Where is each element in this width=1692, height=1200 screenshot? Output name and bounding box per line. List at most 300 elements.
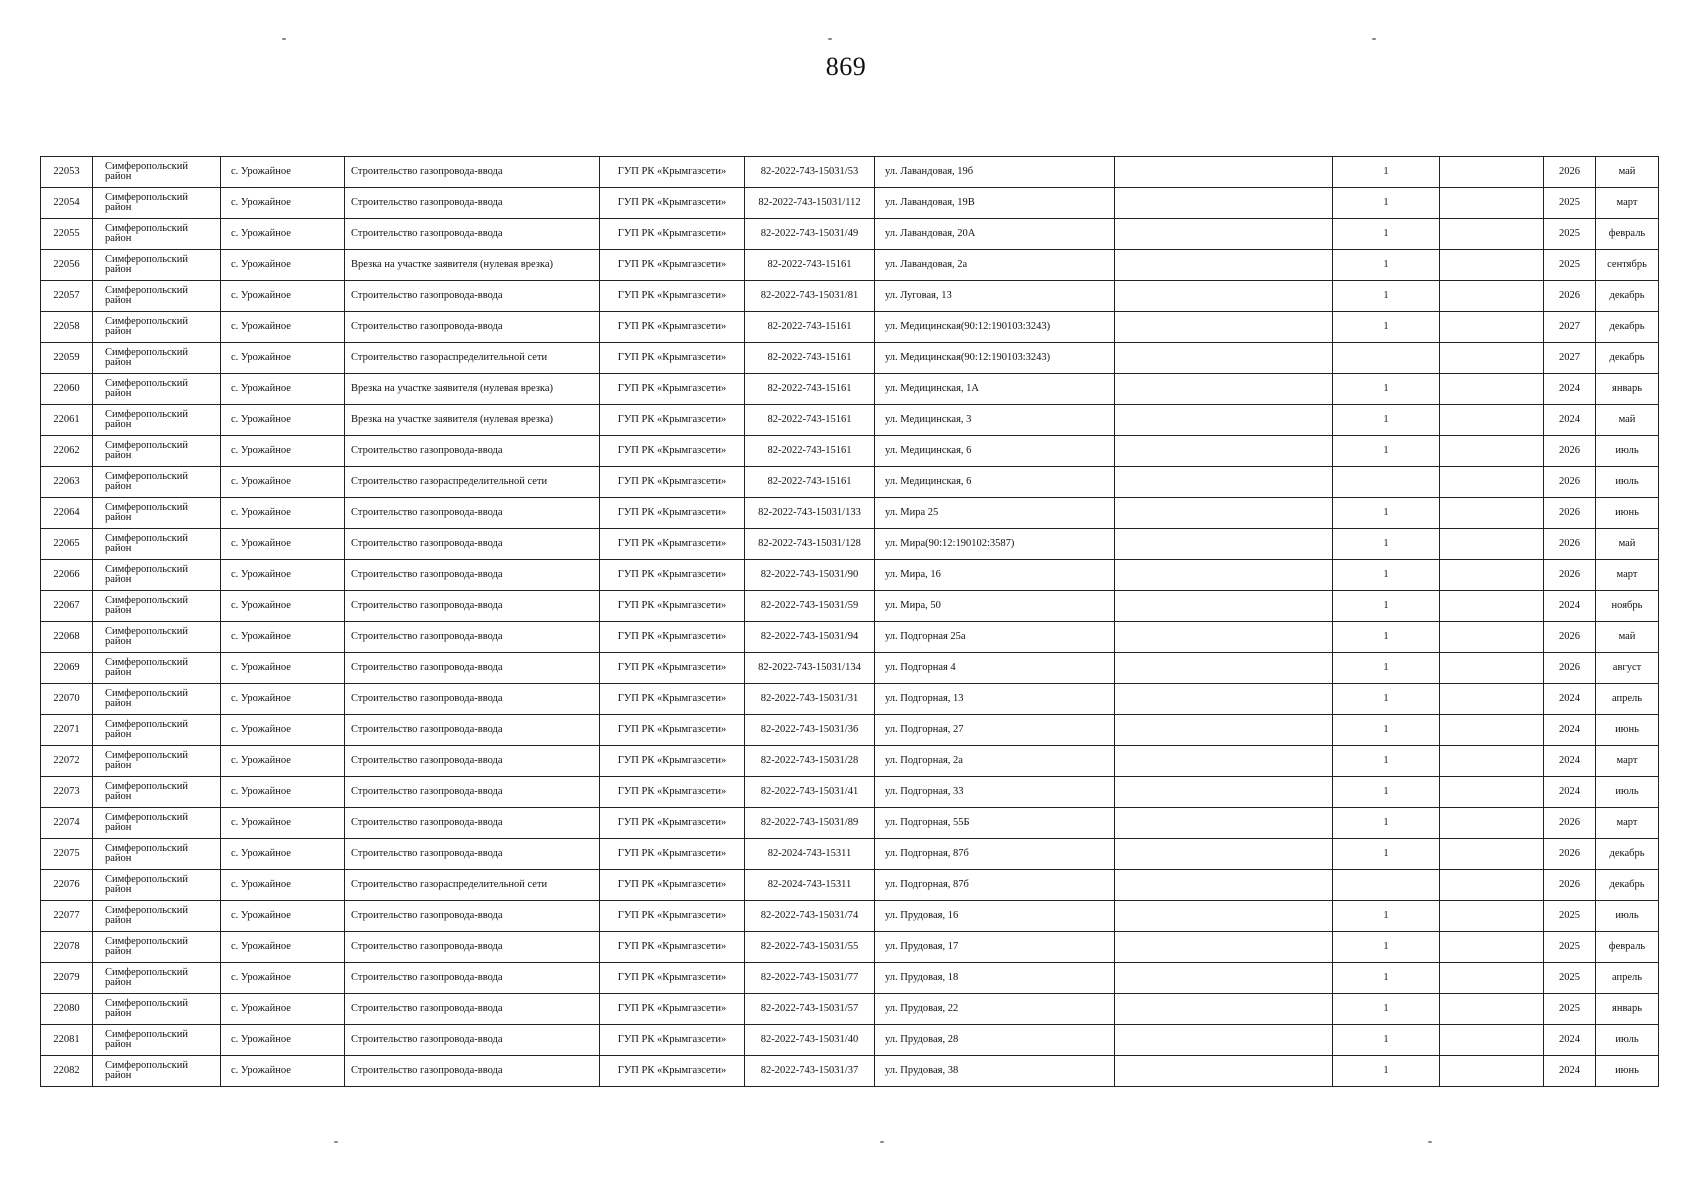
district-cell: Симферопольский район xyxy=(93,994,221,1025)
village-cell: с. Урожайное xyxy=(221,188,345,219)
district-cell: Симферопольский район xyxy=(93,777,221,808)
village-cell: с. Урожайное xyxy=(221,219,345,250)
village-cell: с. Урожайное xyxy=(221,560,345,591)
year-cell: 2024 xyxy=(1544,374,1596,405)
address-cell: ул. Прудовая, 22 xyxy=(875,994,1115,1025)
row-number: 22060 xyxy=(41,374,93,405)
village-cell: с. Урожайное xyxy=(221,684,345,715)
empty-cell xyxy=(1440,312,1544,343)
work-type-cell: Строительство газопровода-ввода xyxy=(345,157,600,188)
quantity-cell: 1 xyxy=(1333,591,1440,622)
year-cell: 2024 xyxy=(1544,591,1596,622)
quantity-cell xyxy=(1333,343,1440,374)
district-cell: Симферопольский район xyxy=(93,746,221,777)
code-cell: 82-2022-743-15031/94 xyxy=(745,622,875,653)
village-cell: с. Урожайное xyxy=(221,808,345,839)
address-cell: ул. Лавандовая, 19б xyxy=(875,157,1115,188)
district-cell: Симферопольский район xyxy=(93,932,221,963)
table-row xyxy=(41,436,1659,467)
table-row xyxy=(41,746,1659,777)
village-cell: с. Урожайное xyxy=(221,436,345,467)
organization-cell: ГУП РК «Крымгазсети» xyxy=(600,1025,745,1056)
empty-cell xyxy=(1115,715,1333,746)
empty-cell xyxy=(1440,684,1544,715)
organization-cell: ГУП РК «Крымгазсети» xyxy=(600,312,745,343)
work-type-cell: Строительство газораспределительной сети xyxy=(345,467,600,498)
empty-cell xyxy=(1115,374,1333,405)
table-row xyxy=(41,591,1659,622)
empty-cell xyxy=(1115,1025,1333,1056)
address-cell: ул. Подгорная, 27 xyxy=(875,715,1115,746)
year-cell: 2026 xyxy=(1544,529,1596,560)
row-number: 22080 xyxy=(41,994,93,1025)
address-cell: ул. Подгорная, 87б xyxy=(875,839,1115,870)
organization-cell: ГУП РК «Крымгазсети» xyxy=(600,963,745,994)
address-cell: ул. Прудовая, 17 xyxy=(875,932,1115,963)
data-table xyxy=(40,156,1659,1087)
work-type-cell: Строительство газопровода-ввода xyxy=(345,839,600,870)
empty-cell xyxy=(1440,498,1544,529)
year-cell: 2026 xyxy=(1544,870,1596,901)
work-type-cell: Врезка на участке заявителя (нулевая врезка) xyxy=(345,374,600,405)
village-cell: с. Урожайное xyxy=(221,250,345,281)
district-cell: Симферопольский район xyxy=(93,715,221,746)
district-cell: Симферопольский район xyxy=(93,312,221,343)
address-cell: ул. Подгорная, 2а xyxy=(875,746,1115,777)
month-cell: декабрь xyxy=(1596,870,1659,901)
year-cell: 2025 xyxy=(1544,963,1596,994)
address-cell: ул. Подгорная, 33 xyxy=(875,777,1115,808)
village-cell: с. Урожайное xyxy=(221,529,345,560)
code-cell: 82-2022-743-15031/40 xyxy=(745,1025,875,1056)
organization-cell: ГУП РК «Крымгазсети» xyxy=(600,188,745,219)
year-cell: 2025 xyxy=(1544,932,1596,963)
empty-cell xyxy=(1440,405,1544,436)
empty-cell xyxy=(1115,436,1333,467)
row-number: 22077 xyxy=(41,901,93,932)
organization-cell: ГУП РК «Крымгазсети» xyxy=(600,901,745,932)
code-cell: 82-2022-743-15031/133 xyxy=(745,498,875,529)
district-cell: Симферопольский район xyxy=(93,684,221,715)
district-cell: Симферопольский район xyxy=(93,436,221,467)
month-cell: март xyxy=(1596,808,1659,839)
year-cell: 2026 xyxy=(1544,157,1596,188)
year-cell: 2025 xyxy=(1544,994,1596,1025)
quantity-cell: 1 xyxy=(1333,994,1440,1025)
month-cell: июль xyxy=(1596,777,1659,808)
organization-cell: ГУП РК «Крымгазсети» xyxy=(600,560,745,591)
empty-cell xyxy=(1440,901,1544,932)
district-cell: Симферопольский район xyxy=(93,467,221,498)
month-cell: ноябрь xyxy=(1596,591,1659,622)
empty-cell xyxy=(1440,281,1544,312)
empty-cell xyxy=(1115,870,1333,901)
organization-cell: ГУП РК «Крымгазсети» xyxy=(600,405,745,436)
district-cell: Симферопольский район xyxy=(93,281,221,312)
empty-cell xyxy=(1115,684,1333,715)
empty-cell xyxy=(1115,901,1333,932)
month-cell: июнь xyxy=(1596,498,1659,529)
village-cell: с. Урожайное xyxy=(221,839,345,870)
empty-cell xyxy=(1115,653,1333,684)
row-number: 22063 xyxy=(41,467,93,498)
empty-cell xyxy=(1115,188,1333,219)
district-cell: Симферопольский район xyxy=(93,901,221,932)
district-cell: Симферопольский район xyxy=(93,839,221,870)
year-cell: 2024 xyxy=(1544,746,1596,777)
code-cell: 82-2022-743-15031/77 xyxy=(745,963,875,994)
organization-cell: ГУП РК «Крымгазсети» xyxy=(600,498,745,529)
work-type-cell: Врезка на участке заявителя (нулевая врезка) xyxy=(345,405,600,436)
code-cell: 82-2022-743-15031/74 xyxy=(745,901,875,932)
district-cell: Симферопольский район xyxy=(93,250,221,281)
row-number: 22082 xyxy=(41,1056,93,1087)
village-cell: с. Урожайное xyxy=(221,653,345,684)
address-cell: ул. Подгорная 4 xyxy=(875,653,1115,684)
empty-cell xyxy=(1115,529,1333,560)
row-number: 22053 xyxy=(41,157,93,188)
address-cell: ул. Медицинская(90:12:190103:3243) xyxy=(875,312,1115,343)
table-row xyxy=(41,405,1659,436)
row-number: 22070 xyxy=(41,684,93,715)
work-type-cell: Строительство газопровода-ввода xyxy=(345,777,600,808)
empty-cell xyxy=(1440,994,1544,1025)
village-cell: с. Урожайное xyxy=(221,777,345,808)
row-number: 22074 xyxy=(41,808,93,839)
quantity-cell: 1 xyxy=(1333,374,1440,405)
empty-cell xyxy=(1440,622,1544,653)
year-cell: 2024 xyxy=(1544,405,1596,436)
code-cell: 82-2022-743-15031/128 xyxy=(745,529,875,560)
empty-cell xyxy=(1440,777,1544,808)
year-cell: 2026 xyxy=(1544,498,1596,529)
quantity-cell: 1 xyxy=(1333,653,1440,684)
district-cell: Симферопольский район xyxy=(93,498,221,529)
quantity-cell: 1 xyxy=(1333,808,1440,839)
work-type-cell: Строительство газопровода-ввода xyxy=(345,436,600,467)
month-cell: июль xyxy=(1596,901,1659,932)
village-cell: с. Урожайное xyxy=(221,622,345,653)
address-cell: ул. Мира 25 xyxy=(875,498,1115,529)
month-cell: март xyxy=(1596,746,1659,777)
village-cell: с. Урожайное xyxy=(221,591,345,622)
empty-cell xyxy=(1115,963,1333,994)
address-cell: ул. Лавандовая, 2а xyxy=(875,250,1115,281)
month-cell: август xyxy=(1596,653,1659,684)
empty-cell xyxy=(1440,560,1544,591)
table-row xyxy=(41,157,1659,188)
village-cell: с. Урожайное xyxy=(221,374,345,405)
scan-mark xyxy=(334,1141,338,1143)
quantity-cell: 1 xyxy=(1333,622,1440,653)
organization-cell: ГУП РК «Крымгазсети» xyxy=(600,529,745,560)
work-type-cell: Строительство газопровода-ввода xyxy=(345,498,600,529)
empty-cell xyxy=(1440,932,1544,963)
work-type-cell: Строительство газопровода-ввода xyxy=(345,560,600,591)
empty-cell xyxy=(1115,932,1333,963)
address-cell: ул. Луговая, 13 xyxy=(875,281,1115,312)
village-cell: с. Урожайное xyxy=(221,994,345,1025)
empty-cell xyxy=(1440,188,1544,219)
village-cell: с. Урожайное xyxy=(221,932,345,963)
village-cell: с. Урожайное xyxy=(221,870,345,901)
district-cell: Симферопольский район xyxy=(93,963,221,994)
month-cell: май xyxy=(1596,622,1659,653)
quantity-cell: 1 xyxy=(1333,684,1440,715)
work-type-cell: Строительство газопровода-ввода xyxy=(345,1025,600,1056)
quantity-cell: 1 xyxy=(1333,405,1440,436)
address-cell: ул. Медицинская, 6 xyxy=(875,436,1115,467)
month-cell: июль xyxy=(1596,1025,1659,1056)
row-number: 22066 xyxy=(41,560,93,591)
table-row xyxy=(41,808,1659,839)
district-cell: Симферопольский район xyxy=(93,870,221,901)
empty-cell xyxy=(1115,1056,1333,1087)
code-cell: 82-2022-743-15031/31 xyxy=(745,684,875,715)
organization-cell: ГУП РК «Крымгазсети» xyxy=(600,777,745,808)
empty-cell xyxy=(1115,746,1333,777)
row-number: 22061 xyxy=(41,405,93,436)
empty-cell xyxy=(1440,250,1544,281)
village-cell: с. Урожайное xyxy=(221,901,345,932)
code-cell: 82-2022-743-15031/28 xyxy=(745,746,875,777)
year-cell: 2026 xyxy=(1544,560,1596,591)
table-row xyxy=(41,963,1659,994)
table-row xyxy=(41,870,1659,901)
address-cell: ул. Медицинская, 3 xyxy=(875,405,1115,436)
address-cell: ул. Подгорная 25а xyxy=(875,622,1115,653)
table-row xyxy=(41,560,1659,591)
month-cell: январь xyxy=(1596,994,1659,1025)
code-cell: 82-2022-743-15031/89 xyxy=(745,808,875,839)
table-row xyxy=(41,839,1659,870)
address-cell: ул. Мира, 16 xyxy=(875,560,1115,591)
village-cell: с. Урожайное xyxy=(221,467,345,498)
village-cell: с. Урожайное xyxy=(221,343,345,374)
quantity-cell: 1 xyxy=(1333,777,1440,808)
page-number: 869 xyxy=(825,52,867,81)
empty-cell xyxy=(1115,560,1333,591)
organization-cell: ГУП РК «Крымгазсети» xyxy=(600,343,745,374)
table-row xyxy=(41,250,1659,281)
table-row xyxy=(41,653,1659,684)
quantity-cell: 1 xyxy=(1333,529,1440,560)
table-row xyxy=(41,684,1659,715)
empty-cell xyxy=(1440,746,1544,777)
quantity-cell: 1 xyxy=(1333,715,1440,746)
table-row xyxy=(41,994,1659,1025)
month-cell: декабрь xyxy=(1596,312,1659,343)
quantity-cell: 1 xyxy=(1333,281,1440,312)
work-type-cell: Строительство газопровода-ввода xyxy=(345,994,600,1025)
year-cell: 2027 xyxy=(1544,312,1596,343)
district-cell: Симферопольский район xyxy=(93,188,221,219)
organization-cell: ГУП РК «Крымгазсети» xyxy=(600,374,745,405)
quantity-cell: 1 xyxy=(1333,746,1440,777)
row-number: 22056 xyxy=(41,250,93,281)
month-cell: февраль xyxy=(1596,932,1659,963)
address-cell: ул. Лавандовая, 20А xyxy=(875,219,1115,250)
scan-mark xyxy=(1428,1141,1432,1143)
quantity-cell: 1 xyxy=(1333,932,1440,963)
year-cell: 2026 xyxy=(1544,653,1596,684)
address-cell: ул. Медицинская, 6 xyxy=(875,467,1115,498)
scan-mark xyxy=(282,38,286,40)
year-cell: 2025 xyxy=(1544,901,1596,932)
row-number: 22071 xyxy=(41,715,93,746)
quantity-cell: 1 xyxy=(1333,157,1440,188)
empty-cell xyxy=(1115,405,1333,436)
month-cell: июнь xyxy=(1596,715,1659,746)
year-cell: 2024 xyxy=(1544,715,1596,746)
scan-mark xyxy=(828,38,832,40)
organization-cell: ГУП РК «Крымгазсети» xyxy=(600,219,745,250)
row-number: 22076 xyxy=(41,870,93,901)
quantity-cell: 1 xyxy=(1333,250,1440,281)
work-type-cell: Строительство газопровода-ввода xyxy=(345,932,600,963)
month-cell: март xyxy=(1596,560,1659,591)
work-type-cell: Строительство газораспределительной сети xyxy=(345,870,600,901)
empty-cell xyxy=(1440,870,1544,901)
district-cell: Симферопольский район xyxy=(93,560,221,591)
village-cell: с. Урожайное xyxy=(221,1056,345,1087)
district-cell: Симферопольский район xyxy=(93,343,221,374)
code-cell: 82-2024-743-15311 xyxy=(745,839,875,870)
work-type-cell: Строительство газопровода-ввода xyxy=(345,746,600,777)
month-cell: февраль xyxy=(1596,219,1659,250)
empty-cell xyxy=(1115,219,1333,250)
table-row xyxy=(41,467,1659,498)
empty-cell xyxy=(1440,591,1544,622)
address-cell: ул. Медицинская, 1А xyxy=(875,374,1115,405)
code-cell: 82-2022-743-15031/49 xyxy=(745,219,875,250)
village-cell: с. Урожайное xyxy=(221,715,345,746)
year-cell: 2027 xyxy=(1544,343,1596,374)
organization-cell: ГУП РК «Крымгазсети» xyxy=(600,1056,745,1087)
organization-cell: ГУП РК «Крымгазсети» xyxy=(600,591,745,622)
row-number: 22059 xyxy=(41,343,93,374)
row-number: 22065 xyxy=(41,529,93,560)
year-cell: 2026 xyxy=(1544,808,1596,839)
row-number: 22064 xyxy=(41,498,93,529)
work-type-cell: Строительство газопровода-ввода xyxy=(345,808,600,839)
code-cell: 82-2022-743-15031/53 xyxy=(745,157,875,188)
empty-cell xyxy=(1440,467,1544,498)
address-cell: ул. Прудовая, 18 xyxy=(875,963,1115,994)
table-body xyxy=(41,157,1659,1087)
table-row xyxy=(41,777,1659,808)
empty-cell xyxy=(1440,1056,1544,1087)
row-number: 22079 xyxy=(41,963,93,994)
row-number: 22055 xyxy=(41,219,93,250)
organization-cell: ГУП РК «Крымгазсети» xyxy=(600,684,745,715)
work-type-cell: Строительство газопровода-ввода xyxy=(345,901,600,932)
village-cell: с. Урожайное xyxy=(221,963,345,994)
empty-cell xyxy=(1440,529,1544,560)
code-cell: 82-2022-743-15031/55 xyxy=(745,932,875,963)
month-cell: сентябрь xyxy=(1596,250,1659,281)
table-row xyxy=(41,901,1659,932)
address-cell: ул. Подгорная, 13 xyxy=(875,684,1115,715)
quantity-cell: 1 xyxy=(1333,188,1440,219)
quantity-cell: 1 xyxy=(1333,901,1440,932)
year-cell: 2026 xyxy=(1544,436,1596,467)
organization-cell: ГУП РК «Крымгазсети» xyxy=(600,436,745,467)
table-row xyxy=(41,1025,1659,1056)
month-cell: май xyxy=(1596,529,1659,560)
district-cell: Симферопольский район xyxy=(93,653,221,684)
address-cell: ул. Медицинская(90:12:190103:3243) xyxy=(875,343,1115,374)
table-row xyxy=(41,932,1659,963)
year-cell: 2026 xyxy=(1544,467,1596,498)
quantity-cell: 1 xyxy=(1333,312,1440,343)
code-cell: 82-2022-743-15031/59 xyxy=(745,591,875,622)
address-cell: ул. Прудовая, 38 xyxy=(875,1056,1115,1087)
empty-cell xyxy=(1440,343,1544,374)
organization-cell: ГУП РК «Крымгазсети» xyxy=(600,157,745,188)
quantity-cell: 1 xyxy=(1333,219,1440,250)
code-cell: 82-2022-743-15031/36 xyxy=(745,715,875,746)
empty-cell xyxy=(1115,250,1333,281)
row-number: 22081 xyxy=(41,1025,93,1056)
year-cell: 2024 xyxy=(1544,684,1596,715)
quantity-cell xyxy=(1333,870,1440,901)
code-cell: 82-2022-743-15161 xyxy=(745,250,875,281)
scan-mark xyxy=(880,1141,884,1143)
empty-cell xyxy=(1115,994,1333,1025)
table-row xyxy=(41,188,1659,219)
organization-cell: ГУП РК «Крымгазсети» xyxy=(600,281,745,312)
address-cell: ул. Лавандовая, 19В xyxy=(875,188,1115,219)
district-cell: Симферопольский район xyxy=(93,622,221,653)
quantity-cell: 1 xyxy=(1333,839,1440,870)
work-type-cell: Строительство газопровода-ввода xyxy=(345,963,600,994)
organization-cell: ГУП РК «Крымгазсети» xyxy=(600,622,745,653)
organization-cell: ГУП РК «Крымгазсети» xyxy=(600,808,745,839)
work-type-cell: Строительство газопровода-ввода xyxy=(345,529,600,560)
empty-cell xyxy=(1440,436,1544,467)
address-cell: ул. Подгорная, 87б xyxy=(875,870,1115,901)
row-number: 22057 xyxy=(41,281,93,312)
village-cell: с. Урожайное xyxy=(221,405,345,436)
table-row xyxy=(41,622,1659,653)
quantity-cell: 1 xyxy=(1333,1025,1440,1056)
quantity-cell: 1 xyxy=(1333,436,1440,467)
address-cell: ул. Прудовая, 28 xyxy=(875,1025,1115,1056)
empty-cell xyxy=(1440,808,1544,839)
village-cell: с. Урожайное xyxy=(221,157,345,188)
code-cell: 82-2022-743-15031/90 xyxy=(745,560,875,591)
work-type-cell: Строительство газопровода-ввода xyxy=(345,622,600,653)
table-row xyxy=(41,219,1659,250)
organization-cell: ГУП РК «Крымгазсети» xyxy=(600,653,745,684)
month-cell: декабрь xyxy=(1596,839,1659,870)
row-number: 22078 xyxy=(41,932,93,963)
row-number: 22058 xyxy=(41,312,93,343)
year-cell: 2025 xyxy=(1544,250,1596,281)
work-type-cell: Строительство газопровода-ввода xyxy=(345,219,600,250)
row-number: 22072 xyxy=(41,746,93,777)
code-cell: 82-2022-743-15031/134 xyxy=(745,653,875,684)
month-cell: март xyxy=(1596,188,1659,219)
year-cell: 2024 xyxy=(1544,1056,1596,1087)
empty-cell xyxy=(1115,498,1333,529)
month-cell: июнь xyxy=(1596,1056,1659,1087)
empty-cell xyxy=(1115,591,1333,622)
scan-mark xyxy=(1372,38,1376,40)
work-type-cell: Строительство газопровода-ввода xyxy=(345,653,600,684)
work-type-cell: Строительство газопровода-ввода xyxy=(345,715,600,746)
